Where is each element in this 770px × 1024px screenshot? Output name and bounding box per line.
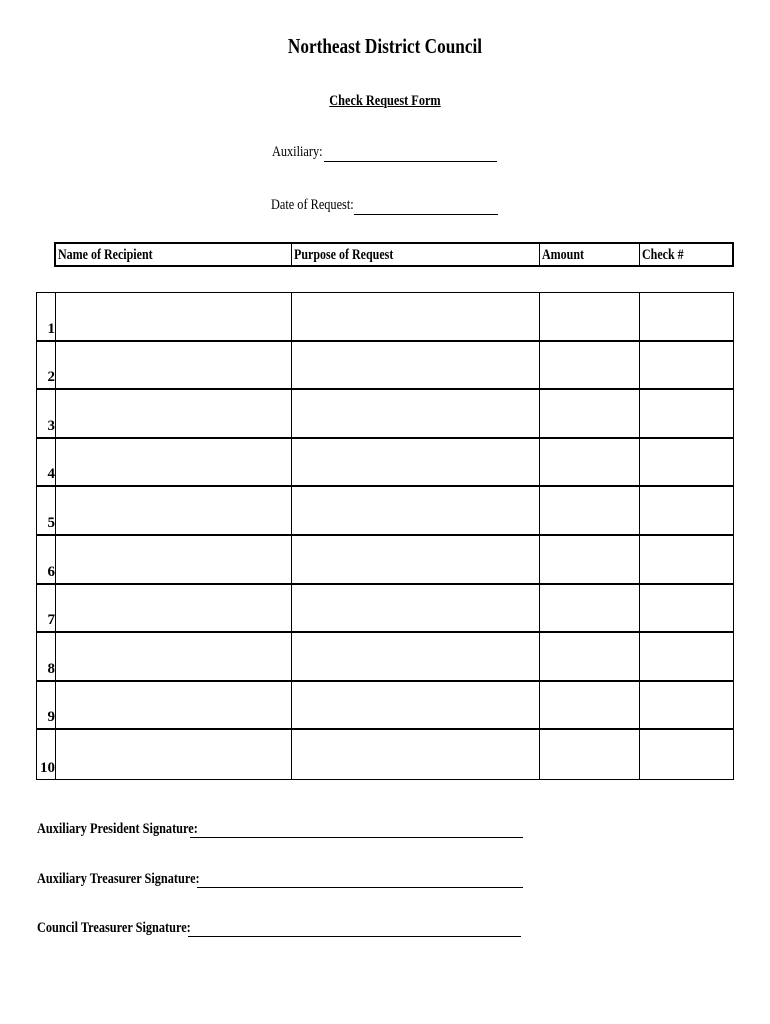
row-number: 3 bbox=[47, 417, 55, 434]
cell-purpose[interactable] bbox=[291, 439, 539, 486]
cell-purpose[interactable] bbox=[291, 293, 539, 340]
cell-recipient[interactable] bbox=[55, 390, 291, 437]
cell-amount[interactable] bbox=[539, 682, 639, 729]
table-header bbox=[54, 242, 734, 267]
date-label: Date of Request: bbox=[271, 197, 354, 213]
treasurer-signature-label: Auxiliary Treasurer Signature: bbox=[37, 871, 200, 887]
cell-amount[interactable] bbox=[539, 536, 639, 583]
row-number: 8 bbox=[47, 660, 55, 677]
cell-recipient[interactable] bbox=[55, 293, 291, 340]
cell-purpose[interactable] bbox=[291, 342, 539, 389]
cell-amount[interactable] bbox=[539, 293, 639, 340]
row-number: 4 bbox=[47, 466, 55, 483]
cell-amount[interactable] bbox=[539, 342, 639, 389]
row-number: 10 bbox=[40, 759, 55, 776]
cell-check[interactable] bbox=[639, 633, 735, 680]
header-recipient: Name of Recipient bbox=[56, 244, 292, 265]
cell-check[interactable] bbox=[639, 536, 735, 583]
table-row bbox=[37, 342, 733, 391]
treasurer-signature-line[interactable] bbox=[197, 871, 523, 891]
auxiliary-label: Auxiliary: bbox=[272, 144, 323, 160]
date-input[interactable] bbox=[354, 197, 498, 215]
cell-check[interactable] bbox=[639, 730, 735, 779]
cell-amount[interactable] bbox=[539, 730, 639, 779]
row-number: 9 bbox=[47, 709, 55, 726]
cell-check[interactable] bbox=[639, 390, 735, 437]
cell-check[interactable] bbox=[639, 682, 735, 729]
cell-amount[interactable] bbox=[539, 390, 639, 437]
council-signature-label: Council Treasurer Signature: bbox=[37, 920, 191, 936]
table-row bbox=[37, 633, 733, 682]
row-number: 5 bbox=[47, 514, 55, 531]
cell-check[interactable] bbox=[639, 293, 735, 340]
president-signature-line[interactable] bbox=[190, 821, 523, 841]
cell-recipient[interactable] bbox=[55, 682, 291, 729]
header-check-number: Check # bbox=[642, 247, 684, 263]
request-table bbox=[36, 292, 734, 780]
cell-recipient[interactable] bbox=[55, 439, 291, 486]
cell-recipient[interactable] bbox=[55, 585, 291, 632]
cell-recipient[interactable] bbox=[55, 536, 291, 583]
table-row bbox=[37, 487, 733, 536]
cell-check[interactable] bbox=[639, 585, 735, 632]
row-number: 1 bbox=[47, 320, 55, 337]
cell-purpose[interactable] bbox=[291, 585, 539, 632]
form-subtitle: Check Request Form bbox=[329, 93, 441, 109]
form-title: Northeast District Council bbox=[287, 34, 483, 58]
cell-amount[interactable] bbox=[539, 585, 639, 632]
cell-purpose[interactable] bbox=[291, 633, 539, 680]
table-row bbox=[37, 439, 733, 488]
table-row bbox=[37, 293, 733, 342]
table-row bbox=[37, 585, 733, 634]
row-number: 6 bbox=[47, 563, 55, 580]
cell-recipient[interactable] bbox=[55, 487, 291, 534]
cell-amount[interactable] bbox=[539, 633, 639, 680]
table-row bbox=[37, 536, 733, 585]
auxiliary-input[interactable] bbox=[324, 144, 497, 162]
council-signature-line[interactable] bbox=[188, 920, 521, 940]
cell-purpose[interactable] bbox=[291, 390, 539, 437]
table-row bbox=[37, 682, 733, 731]
table-row bbox=[37, 730, 733, 779]
cell-purpose[interactable] bbox=[291, 682, 539, 729]
row-number: 7 bbox=[47, 612, 55, 629]
cell-amount[interactable] bbox=[539, 439, 639, 486]
header-amount: Amount bbox=[540, 244, 640, 265]
president-signature-label: Auxiliary President Signature: bbox=[37, 821, 198, 837]
cell-recipient[interactable] bbox=[55, 342, 291, 389]
header-purpose: Purpose of Request bbox=[292, 244, 540, 265]
row-number: 2 bbox=[47, 369, 55, 386]
cell-amount[interactable] bbox=[539, 487, 639, 534]
date-underline bbox=[354, 214, 498, 215]
cell-recipient[interactable] bbox=[55, 730, 291, 779]
cell-purpose[interactable] bbox=[291, 487, 539, 534]
cell-purpose[interactable] bbox=[291, 730, 539, 779]
table-row bbox=[37, 390, 733, 439]
auxiliary-underline bbox=[324, 161, 497, 162]
cell-recipient[interactable] bbox=[55, 633, 291, 680]
cell-check[interactable] bbox=[639, 487, 735, 534]
cell-check[interactable] bbox=[639, 342, 735, 389]
cell-check[interactable] bbox=[639, 439, 735, 486]
cell-purpose[interactable] bbox=[291, 536, 539, 583]
